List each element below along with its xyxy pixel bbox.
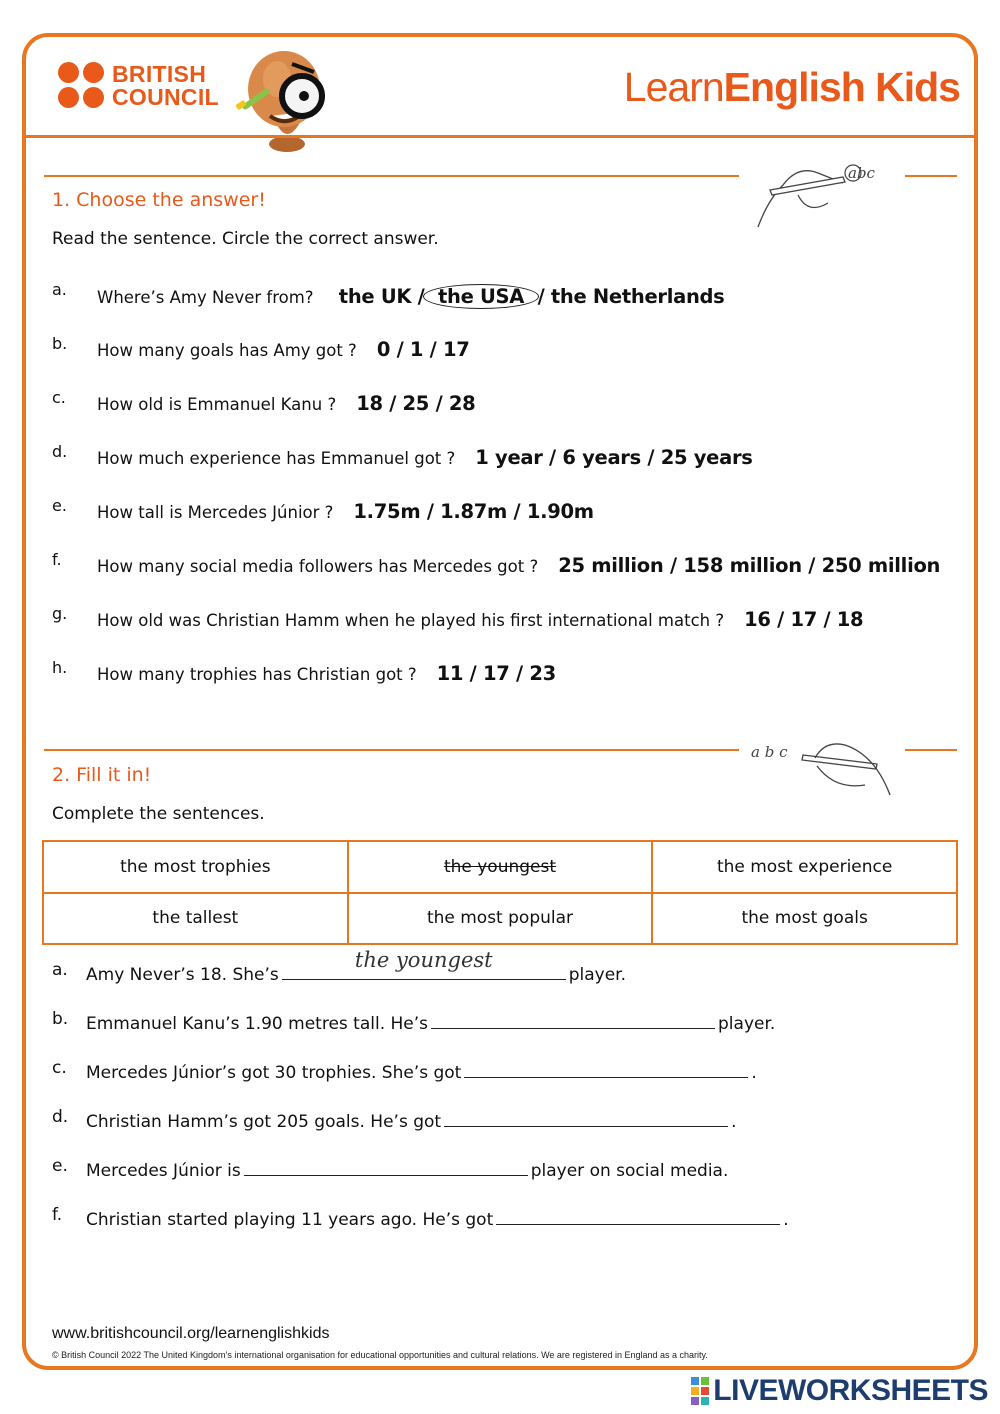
question-g [52, 604, 972, 634]
option-uk[interactable]: the UK [338, 285, 412, 308]
footer-url[interactable]: www.britishcouncil.org/learnenglishkids [52, 1325, 330, 1342]
writing-hand-icon [745, 730, 900, 805]
sentence-before: Emmanuel Kanu’s 1.90 metres tall. He’s [86, 1014, 429, 1034]
answer-options[interactable]: 25 million / 158 million / 250 million [558, 554, 941, 577]
sentence-after: . [751, 1063, 757, 1083]
section1-divider-right [905, 175, 957, 177]
sentence-after: player on social media. [530, 1161, 729, 1181]
watermark-text: LIVEWORKSHEETS [713, 1374, 988, 1407]
question-text: Where’s Amy Never from? [97, 288, 314, 307]
section2-title: 2. Fill it in! [52, 764, 152, 786]
question-text: How many social media followers has Mercedes got ? [97, 557, 539, 576]
handwritten-answer: the youngest [354, 948, 493, 972]
question-text: How many trophies has Christian got ? [97, 665, 417, 684]
answer-options[interactable]: 11 / 17 / 23 [436, 662, 556, 685]
word-bank-cell: the most goals [652, 893, 957, 945]
sentence-after: player. [568, 965, 627, 985]
section1-divider-left [44, 175, 739, 177]
question-c [52, 388, 972, 418]
logo-kids: Kids [864, 64, 960, 110]
question-text: How old was Christian Hamm when he played his first international match ? [97, 611, 725, 630]
word-bank-cell: the most experience [652, 841, 957, 893]
question-a [52, 280, 972, 310]
question-text: How many goals has Amy got ? [97, 341, 357, 360]
question-letter: g. [52, 604, 68, 623]
answer-blank[interactable] [444, 1107, 728, 1127]
question-letter: e. [52, 496, 67, 515]
question-letter: b. [52, 334, 68, 353]
question-text: How much experience has Emmanuel got ? [97, 449, 456, 468]
question-f [52, 550, 972, 580]
learnenglish-kids-logo [624, 64, 960, 111]
logo-english: English [723, 64, 865, 110]
brand-line-1: BRITISH [112, 61, 207, 87]
answer-options[interactable]: 1.75m / 1.87m / 1.90m [353, 500, 594, 523]
answer-blank[interactable] [464, 1058, 748, 1078]
writing-hand-icon [748, 155, 903, 230]
sentence-letter: c. [52, 1058, 67, 1078]
option-separator: / [411, 285, 431, 308]
sentence-letter: a. [52, 960, 68, 980]
answer-options[interactable]: 0 / 1 / 17 [376, 338, 470, 361]
section2-divider-right [905, 749, 957, 751]
sentence-after: . [731, 1112, 737, 1132]
footer-copyright: © British Council 2022 The United Kingdom’s international organisation for educational opportunities and cultural relations. We are registered in England as a charity. [52, 1350, 708, 1360]
sentence-before: Mercedes Júnior’s got 30 trophies. She’s got [86, 1063, 462, 1083]
question-e [52, 496, 972, 526]
header-divider [24, 135, 976, 138]
liveworksheets-icon [691, 1377, 709, 1405]
question-letter: f. [52, 550, 62, 569]
hand1-label: abc [848, 164, 875, 182]
sentence-before: Christian started playing 11 years ago. He’s got [86, 1210, 494, 1230]
option-separator: / [531, 285, 551, 308]
question-h [52, 658, 972, 688]
answer-options[interactable] [339, 285, 725, 308]
word-bank-cell: the tallest [43, 893, 348, 945]
sentence-after: . [783, 1210, 789, 1230]
section2-divider-left [44, 749, 739, 751]
section1-instruction: Read the sentence. Circle the correct answer. [52, 229, 439, 249]
word-bank-cell: the most popular [348, 893, 653, 945]
sentence-before: Amy Never’s 18. She’s [86, 965, 279, 985]
answer-blank[interactable] [431, 1009, 715, 1029]
answer-blank[interactable] [282, 948, 566, 980]
question-text: How tall is Mercedes Júnior ? [97, 503, 334, 522]
answer-blank[interactable] [496, 1205, 780, 1225]
word-bank-row [43, 841, 957, 893]
question-letter: a. [52, 280, 67, 299]
answer-options[interactable]: 16 / 17 / 18 [744, 608, 864, 631]
hand2-label: a b c [751, 743, 788, 761]
sentence-letter: d. [52, 1107, 69, 1127]
word-bank-cell: the most trophies [43, 841, 348, 893]
section2-instruction: Complete the sentences. [52, 804, 265, 824]
sentence-letter: f. [52, 1205, 63, 1225]
word-bank-row [43, 893, 957, 945]
question-d [52, 442, 972, 472]
question-text: How old is Emmanuel Kanu ? [97, 395, 337, 414]
question-b [52, 334, 972, 364]
british-council-dots-icon [58, 62, 106, 110]
option-usa-circled[interactable]: the USA [423, 284, 539, 309]
sentence-before: Mercedes Júnior is [86, 1161, 241, 1181]
sentence-before: Christian Hamm’s got 205 goals. He’s got [86, 1112, 442, 1132]
logo-learn: Learn [623, 64, 724, 110]
answer-options[interactable]: 1 year / 6 years / 25 years [475, 446, 753, 469]
question-letter: c. [52, 388, 66, 407]
liveworksheets-logo [691, 1374, 988, 1408]
sentence-letter: b. [52, 1009, 69, 1029]
sentence-letter: e. [52, 1156, 68, 1176]
section1-title: 1. Choose the answer! [52, 189, 266, 211]
question-letter: d. [52, 442, 68, 461]
british-council-logo [58, 62, 228, 110]
answer-blank[interactable] [244, 1156, 528, 1176]
word-bank-cell-used: the youngest [348, 841, 653, 893]
brand-line-2: COUNCIL [112, 84, 219, 110]
option-netherlands[interactable]: the Netherlands [550, 285, 725, 308]
answer-options[interactable]: 18 / 25 / 28 [356, 392, 476, 415]
sentence-after: player. [718, 1014, 776, 1034]
word-bank-table [42, 840, 958, 945]
question-letter: h. [52, 658, 68, 677]
